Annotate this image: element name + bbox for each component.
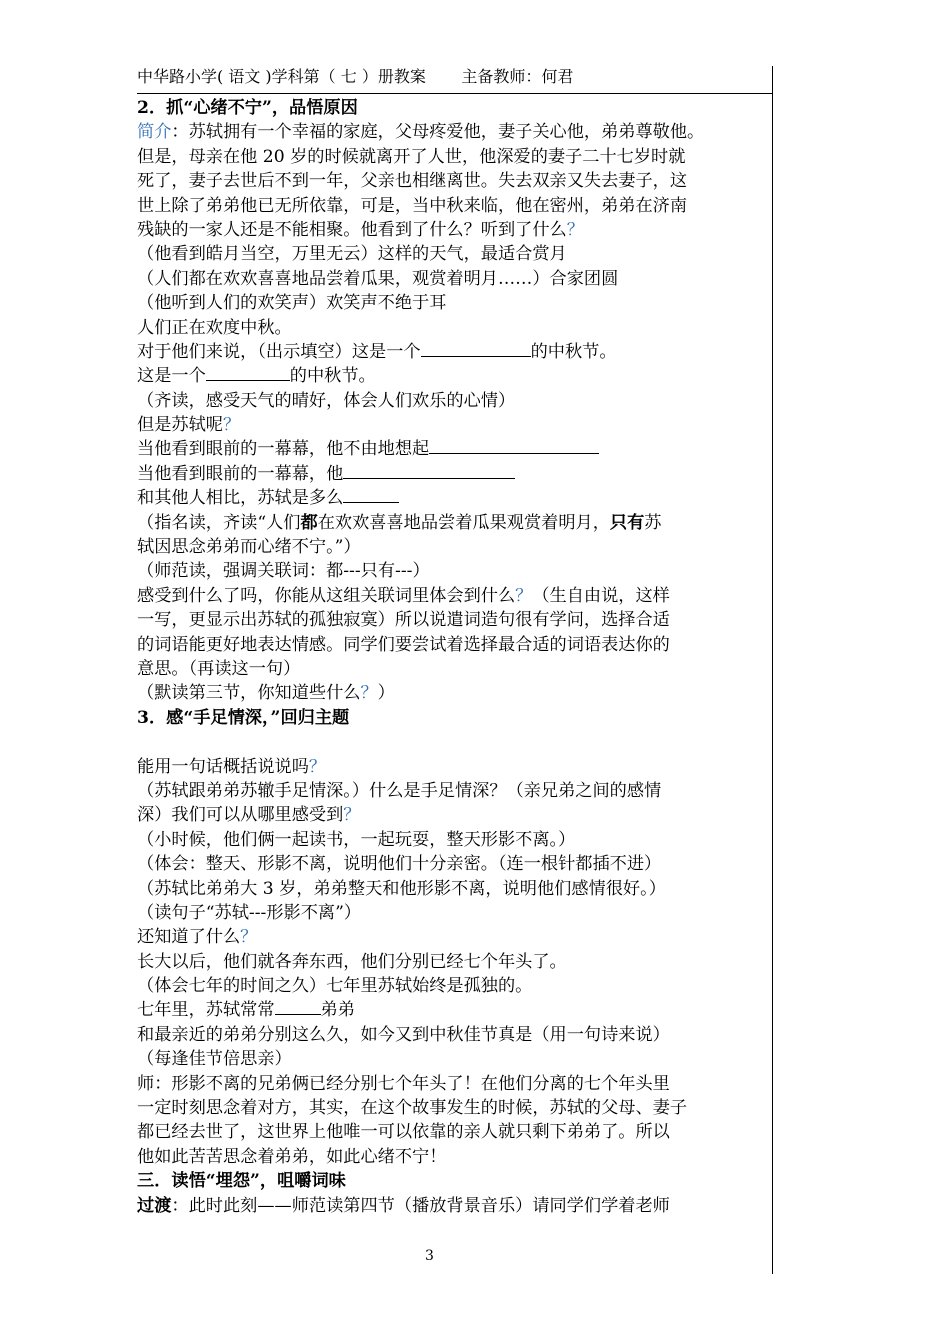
paragraph-line: （小时候，他们俩一起读书，一起玩耍，整天形影不离。） <box>137 829 576 850</box>
paragraph-line: 轼因思念弟弟而心绪不宁。”） <box>137 537 361 558</box>
paragraph-line: 的词语能更好地表达情感。同学们要尝试着选择最合适的词语表达你的 <box>137 634 670 655</box>
paragraph-line: （指名读，齐读“人们都在欢欢喜喜地品尝着瓜果观赏着明月，只有苏 <box>137 512 662 533</box>
paragraph-line: 长大以后，他们就各奔东西，他们分别已经七个年头了。 <box>137 951 567 972</box>
fill-blank-line: 和其他人相比，苏轼是多么 <box>137 486 769 510</box>
fill-blank <box>343 462 515 479</box>
fill-blank-line: 当他看到眼前的一幕幕，他不由地想起 <box>137 437 769 461</box>
paragraph-line: 深）我们可以从哪里感受到？ <box>137 805 361 826</box>
paragraph-line: （齐读，感受天气的晴好，体会人们欢乐的心情） <box>137 390 516 411</box>
header-rule <box>137 93 773 94</box>
intro-label: 简介 <box>137 122 172 143</box>
fill-blank <box>206 364 290 381</box>
fill-blank-line: 七年里，苏轼常常 弟弟 <box>137 1000 355 1021</box>
paragraph-line: 世上除了弟弟他已无所依靠，可是，当中秋来临，他在密州，弟弟在济南 <box>137 195 688 216</box>
right-margin-rule <box>772 66 773 1274</box>
fill-blank <box>429 437 599 454</box>
paragraph-line: 死了，妻子去世后不到一年，父亲也相继离世。失去双亲又失去妻子，这 <box>137 171 688 192</box>
section-heading: 2．抓“心绪不宁”，品悟原因 <box>137 98 358 118</box>
section-heading: 三．读悟“埋怨”，咀嚼词味 <box>137 1171 346 1192</box>
transition-label: 过渡 <box>137 1195 172 1216</box>
section-heading: 3．感“手足情深，”回归主题 <box>137 707 350 728</box>
fill-blank-line: 对于他们来说，（出示填空）这是一个 的中秋节。 <box>137 341 617 362</box>
paragraph-line: 感受到什么了吗，你能从这组关联词里体会到什么？（生自由说，这样 <box>137 585 670 606</box>
fill-blank <box>421 340 531 357</box>
paragraph-line: （苏轼比弟弟大 3 岁，弟弟整天和他形影不离，说明他们感情很好。） <box>137 878 666 899</box>
paragraph-line: 残缺的一家人还是不能相聚。他看到了什么？听到了什么？ <box>137 219 584 240</box>
paragraph-line: 但是苏轼呢？ <box>137 415 241 436</box>
fill-blank-line: 这是一个 的中秋节。 <box>137 366 376 387</box>
paragraph-line: 还知道了什么？ <box>137 927 258 948</box>
paragraph-line: （他看到皓月当空，万里无云）这样的天气，最适合赏月 <box>137 244 567 265</box>
paragraph-line: 都已经去世了，这世界上他唯一可以依靠的亲人就只剩下弟弟了。所以 <box>137 1122 670 1143</box>
paragraph-line: （默读第三节，你知道些什么？） <box>137 683 395 704</box>
paragraph-line: （苏轼跟弟弟苏辙手足情深。）什么是手足情深？（亲兄弟之间的感情 <box>137 780 662 801</box>
paragraph-line: 能用一句话概括说说吗？ <box>137 756 327 777</box>
paragraph-line: （读句子“苏轼---形影不离”） <box>137 902 362 923</box>
page-number: 3 <box>425 1248 434 1264</box>
paragraph-line: 但是，母亲在他 20 岁的时候就离开了人世，他深爱的妻子二十七岁时就 <box>137 146 686 167</box>
paragraph-line: 简介：苏轼拥有一个幸福的家庭，父母疼爱他，妻子关心他，弟弟尊敬他。 <box>137 122 705 143</box>
page-header: 中华路小学( 语文 )学科第（ 七 ）册教案 主备教师：何君 <box>137 67 574 86</box>
paragraph-line: （他听到人们的欢笑声）欢笑声不绝于耳 <box>137 293 447 314</box>
paragraph-line: （体会：整天、形影不离，说明他们十分亲密。（连一根针都插不进） <box>137 854 662 875</box>
fill-blank-line: 当他看到眼前的一幕幕，他 <box>137 462 769 486</box>
paragraph-line: 和最亲近的弟弟分别这么久，如今又到中秋佳节真是（用一句诗来说） <box>137 1024 670 1045</box>
paragraph-line: 一定时刻思念着对方，其实，在这个故事发生的时候，苏轼的父母、妻子 <box>137 1098 688 1119</box>
paragraph-line: 人们正在欢度中秋。 <box>137 317 292 338</box>
paragraph-line: 一写，更显示出苏轼的孤独寂寞）所以说遣词造句很有学问，选择合适 <box>137 610 670 631</box>
paragraph-line: 过渡：此时此刻——师范读第四节（播放背景音乐）请同学们学着老师 <box>137 1195 670 1216</box>
paragraph-line: 他如此苦苦思念着弟弟，如此心绪不宁！ <box>137 1146 447 1167</box>
paragraph-line: （每逢佳节倍思亲） <box>137 1049 292 1070</box>
blank-line <box>137 730 769 754</box>
paragraph-line: 师：形影不离的兄弟俩已经分别七个年头了！在他们分离的七个年头里 <box>137 1073 670 1094</box>
fill-blank <box>275 998 321 1015</box>
fill-blank <box>343 486 399 503</box>
paragraph-line: （体会七年的时间之久）七年里苏轼始终是孤独的。 <box>137 976 533 997</box>
paragraph-line: 意思。（再读这一句） <box>137 658 301 679</box>
paragraph-line: （人们都在欢欢喜喜地品尝着瓜果，观赏着明月……）合家团圆 <box>137 268 619 289</box>
paragraph-line: （师范读，强调关联词：都---只有---） <box>137 561 430 582</box>
lesson-content <box>137 96 769 1218</box>
